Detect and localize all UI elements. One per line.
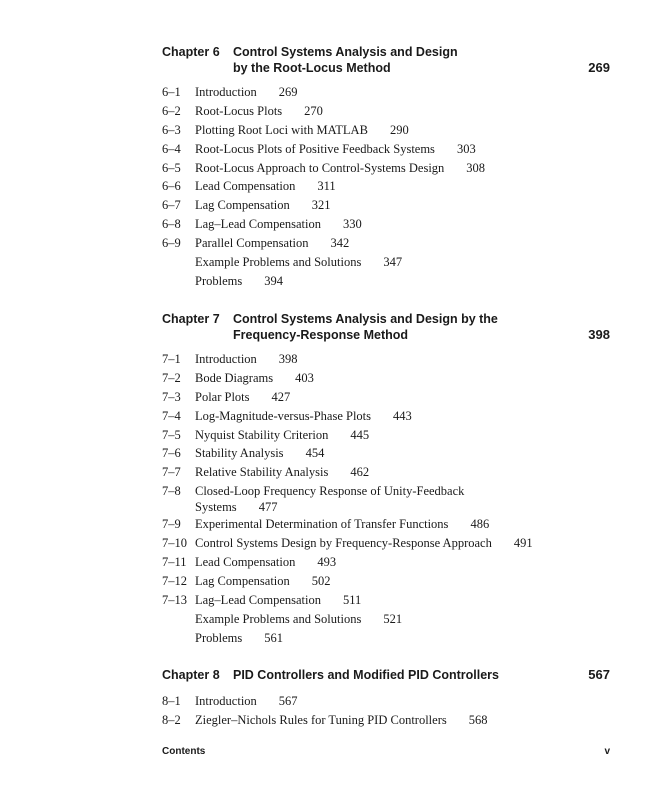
section-number: 6–6 bbox=[162, 179, 181, 194]
section-title: Introduction bbox=[195, 85, 257, 99]
section-title: Lag–Lead Compensation bbox=[195, 592, 322, 607]
section-number: 7–4 bbox=[162, 408, 181, 423]
section-title-continued: Systems bbox=[195, 500, 237, 515]
section-number: 8–1 bbox=[162, 694, 181, 708]
chapter-title bbox=[233, 44, 553, 76]
section-page: 454 bbox=[305, 446, 325, 461]
section-title: Parallel Compensation bbox=[195, 236, 309, 251]
section-page: 342 bbox=[330, 236, 350, 251]
folio-number: v bbox=[604, 746, 610, 757]
section-title: Plotting Root Loci with MATLAB bbox=[195, 122, 368, 137]
section-page: 521 bbox=[383, 611, 403, 626]
section-title: Stability Analysis bbox=[195, 446, 284, 461]
section-page: 308 bbox=[466, 160, 486, 175]
chapter-title-line: Control Systems Analysis and Design by the bbox=[233, 312, 498, 326]
chapter-page: 269 bbox=[588, 60, 610, 75]
section-title: Nyquist Stability Criterion bbox=[195, 427, 329, 442]
section-number: 7–5 bbox=[162, 427, 181, 442]
chapter-page: 567 bbox=[588, 667, 610, 682]
section-number: 7–10 bbox=[162, 536, 187, 551]
chapter-title bbox=[233, 667, 553, 683]
section-number: 7–12 bbox=[162, 573, 187, 588]
section-number: 7–2 bbox=[162, 370, 181, 385]
section-number: 6–4 bbox=[162, 141, 181, 156]
section-title: Example Problems and Solutions bbox=[195, 255, 362, 270]
section-page: 330 bbox=[343, 217, 362, 232]
chapter-number: Chapter 8 bbox=[162, 668, 220, 682]
section-page: 462 bbox=[350, 465, 370, 480]
section-number: 6–5 bbox=[162, 160, 181, 175]
section-number: 6–7 bbox=[162, 198, 181, 213]
page-footer bbox=[162, 746, 610, 757]
section-title: Introduction bbox=[195, 694, 257, 708]
section-page: 303 bbox=[456, 141, 476, 156]
section-title: Experimental Determination of Transfer Functions bbox=[195, 517, 449, 532]
section-number: 7–11 bbox=[162, 555, 187, 570]
section-title: Bode Diagrams bbox=[195, 370, 274, 385]
section-page: 311 bbox=[317, 179, 336, 194]
section-page: 269 bbox=[278, 85, 298, 99]
chapter-page: 398 bbox=[588, 327, 610, 342]
section-page: 511 bbox=[343, 592, 362, 607]
chapter-number: Chapter 7 bbox=[162, 312, 220, 326]
section-title: Problems bbox=[195, 273, 243, 288]
section-title: Lag–Lead Compensation bbox=[195, 217, 322, 232]
section-page: 347 bbox=[383, 255, 403, 270]
chapter-number: Chapter 6 bbox=[162, 45, 220, 59]
chapter-title-line: Control Systems Analysis and Design bbox=[233, 45, 458, 59]
section-number: 6–1 bbox=[162, 85, 181, 99]
section-page: 502 bbox=[311, 573, 331, 588]
section-title: Log-Magnitude-versus-Phase Plots bbox=[195, 408, 372, 423]
section-page: 398 bbox=[278, 352, 298, 366]
section-page: 290 bbox=[389, 122, 409, 137]
section-title: Lag Compensation bbox=[195, 573, 290, 588]
section-title: Root-Locus Plots bbox=[195, 103, 283, 118]
section-title: Relative Stability Analysis bbox=[195, 465, 329, 480]
section-title: Root-Locus Approach to Control-Systems Design bbox=[195, 160, 445, 175]
section-title: Problems bbox=[195, 630, 243, 645]
section-page: 568 bbox=[468, 712, 488, 727]
section-title: Polar Plots bbox=[195, 389, 250, 404]
running-footer-title: Contents bbox=[162, 746, 206, 757]
chapter-title bbox=[233, 311, 553, 343]
section-number: 7–7 bbox=[162, 465, 181, 480]
section-title: Introduction bbox=[195, 352, 257, 366]
section-page: 486 bbox=[470, 517, 490, 532]
section-page: 445 bbox=[350, 427, 370, 442]
section-title: Lag Compensation bbox=[195, 198, 290, 213]
section-page: 270 bbox=[304, 103, 323, 118]
section-title: Lead Compensation bbox=[195, 179, 296, 194]
section-number: 6–9 bbox=[162, 236, 181, 251]
section-number: 6–8 bbox=[162, 217, 181, 232]
section-page: 491 bbox=[513, 536, 533, 551]
section-number: 7–9 bbox=[162, 517, 181, 532]
section-number: 8–2 bbox=[162, 712, 181, 727]
section-page: 403 bbox=[295, 370, 314, 385]
section-page: 477 bbox=[258, 500, 278, 515]
section-title: Lead Compensation bbox=[195, 555, 296, 570]
section-title: Root-Locus Plots of Positive Feedback Systems bbox=[195, 141, 435, 156]
section-page: 394 bbox=[264, 273, 283, 288]
chapter-title-line: PID Controllers and Modified PID Controllers bbox=[233, 668, 499, 682]
section-page: 443 bbox=[393, 408, 412, 423]
section-title: Closed-Loop Frequency Response of Unity-Feedback bbox=[195, 484, 465, 499]
section-number: 6–3 bbox=[162, 122, 181, 137]
section-page: 561 bbox=[264, 630, 283, 645]
section-number: 7–6 bbox=[162, 446, 181, 461]
section-page: 567 bbox=[278, 694, 298, 708]
section-number: 6–2 bbox=[162, 103, 181, 118]
chapter-title-line: Frequency-Response Method bbox=[233, 328, 409, 342]
section-number: 7–3 bbox=[162, 389, 181, 404]
section-number: 7–13 bbox=[162, 592, 187, 607]
section-title: Control Systems Design by Frequency-Response Approach bbox=[195, 536, 492, 551]
section-number: 7–8 bbox=[162, 484, 181, 499]
section-number: 7–1 bbox=[162, 352, 181, 366]
chapter-title-line: by the Root-Locus Method bbox=[233, 61, 391, 75]
section-page: 321 bbox=[311, 198, 331, 213]
section-title: Ziegler–Nichols Rules for Tuning PID Controllers bbox=[195, 712, 447, 727]
section-title: Example Problems and Solutions bbox=[195, 611, 362, 626]
section-page: 493 bbox=[317, 555, 337, 570]
section-page: 427 bbox=[271, 389, 291, 404]
